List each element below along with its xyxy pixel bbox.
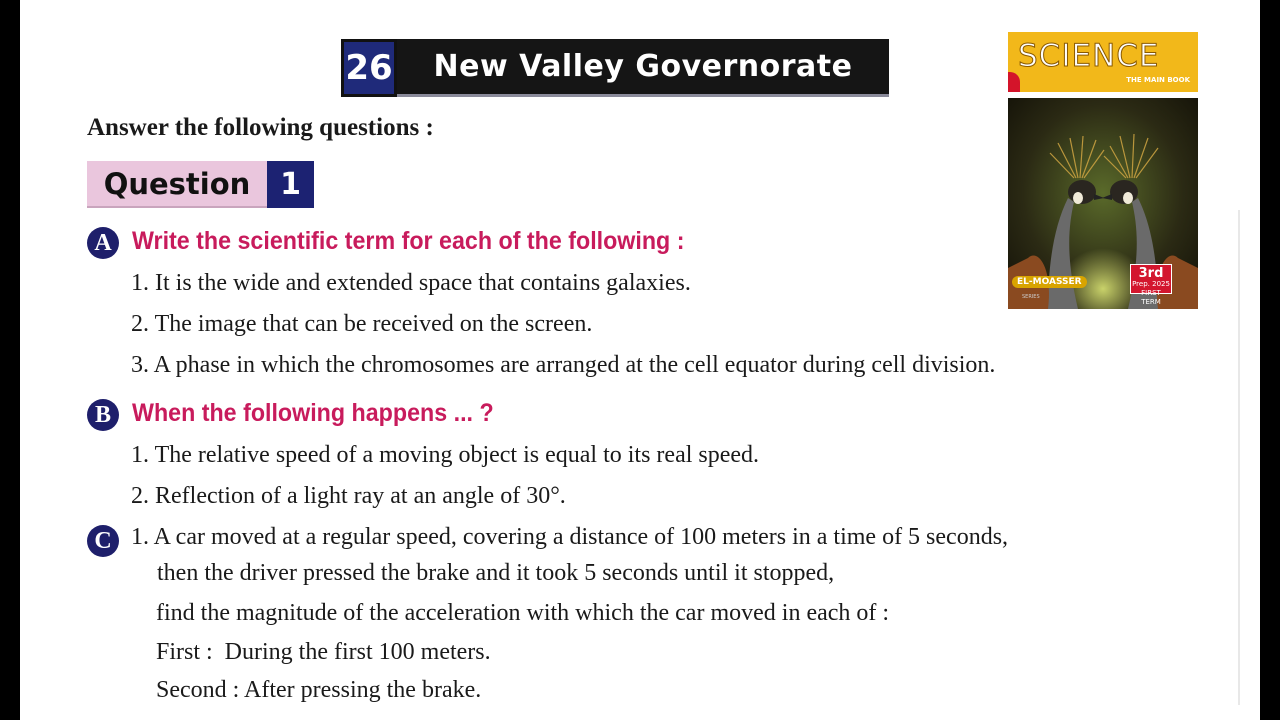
question-label: Question [87,161,267,208]
left-black-border [0,0,20,720]
section-a-item-1: 1. It is the wide and extended space that contains galaxies. [131,270,691,296]
cover-term: FIRST TERM [1141,289,1161,306]
cover-grade: 3rd [1138,266,1164,281]
section-c-line-5: Second : After pressing the brake. [156,677,482,703]
question-number: 1 [267,161,314,208]
header-banner [341,39,889,97]
section-b-badge: B [87,399,119,431]
cover-brand-logo: EL-MOASSER [1012,276,1087,288]
cover-series: SERIES [1022,294,1040,300]
section-a-badge: A [87,227,119,259]
section-a-item-3: 3. A phase in which the chromosomes are arranged at the cell equator during cell division. [131,352,996,378]
section-c-line-1: 1. A car moved at a regular speed, covering a distance of 100 meters in a time of 5 seconds, [131,524,1009,550]
page-edge-line [1238,210,1240,705]
section-c-line-3: find the magnitude of the acceleration with which the car moved in each of : [156,600,890,626]
section-a-item-2: 2. The image that can be received on the screen. [131,311,593,337]
question-badge [87,161,314,208]
book-cover-image [1008,32,1198,309]
cover-grade-level: Prep. [1132,280,1150,288]
header-number: 26 [341,39,397,97]
cover-title: SCIENCE [1018,38,1160,74]
section-c-line-2: then the driver pressed the brake and it took 5 seconds until it stopped, [157,560,835,586]
cover-grade-badge [1130,264,1172,306]
cover-subtitle: THE MAIN BOOK [1126,76,1190,84]
section-a-title: Write the scientific term for each of the following : [132,227,685,255]
section-b-title: When the following happens ... ? [132,399,494,427]
section-c-line-4: First : During the first 100 meters. [156,639,491,665]
right-black-border [1260,0,1280,720]
instruction-text: Answer the following questions : [87,114,434,141]
header-title: New Valley Governorate [397,39,889,97]
section-b-item-2: 2. Reflection of a light ray at an angle of 30°. [131,483,566,509]
section-c-badge: C [87,525,119,557]
section-b-item-1: 1. The relative speed of a moving object is equal to its real speed. [131,442,760,468]
cover-year: 2025 [1152,280,1170,288]
